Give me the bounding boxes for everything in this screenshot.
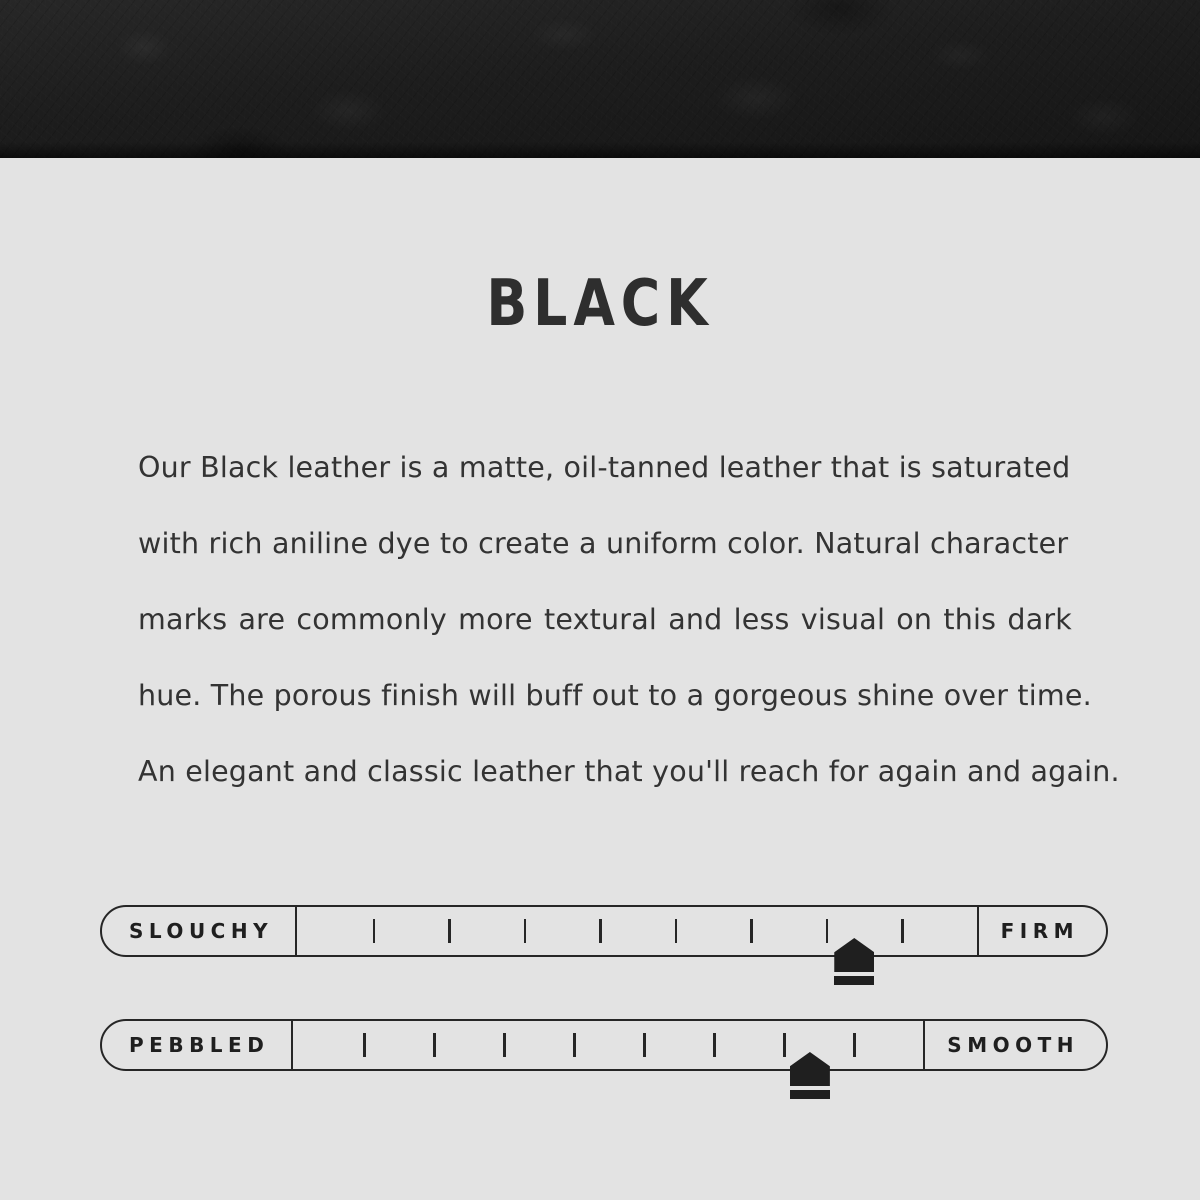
- description-line: with rich aniline dye to create a uniform color. Natural character: [138, 527, 1069, 560]
- slider-tick: [643, 1033, 646, 1057]
- slider-texture[interactable]: [100, 1019, 1108, 1073]
- attribute-sliders: [100, 905, 1108, 1133]
- slider-tick: [783, 1033, 786, 1057]
- slider-tick: [448, 919, 451, 943]
- description-line: hue. The porous finish will buff out to a gorgeous shine over time.: [138, 679, 1092, 712]
- slider-marker-bar: [790, 1090, 830, 1099]
- page-title: BLACK: [486, 267, 714, 341]
- slider-marker[interactable]: [834, 938, 874, 985]
- slider-tick: [826, 919, 829, 943]
- slider-marker-bar: [834, 976, 874, 985]
- slider-tick: [503, 1033, 506, 1057]
- slider-tick: [750, 919, 753, 943]
- slider-left-label: SLOUCHY: [102, 907, 297, 955]
- slider-tick: [433, 1033, 436, 1057]
- slider-tick: [373, 919, 376, 943]
- banner-bottom-shadow: [0, 142, 1200, 158]
- slider-scale[interactable]: [293, 1021, 923, 1069]
- slider-tick: [524, 919, 527, 943]
- leather-grain-overlay: [0, 0, 1200, 158]
- description-text: [138, 430, 1120, 810]
- slider-right-label: SMOOTH: [923, 1021, 1106, 1069]
- slider-marker[interactable]: [790, 1052, 830, 1099]
- slider-track[interactable]: [100, 1019, 1108, 1071]
- slider-tick: [713, 1033, 716, 1057]
- description-line: Our Black leather is a matte, oil-tanned leather that is saturated: [138, 451, 1071, 484]
- slider-track[interactable]: [100, 905, 1108, 957]
- slider-tick: [853, 1033, 856, 1057]
- leather-texture-banner: [0, 0, 1200, 158]
- slider-left-label: PEBBLED: [102, 1021, 293, 1069]
- slider-tick: [363, 1033, 366, 1057]
- description-line: marks are commonly more textural and less visual on this dark: [138, 603, 1072, 636]
- description-line: An elegant and classic leather that you'll reach for again and again.: [138, 755, 1120, 788]
- slider-right-label: FIRM: [977, 907, 1106, 955]
- slider-tick: [573, 1033, 576, 1057]
- slider-tick: [675, 919, 678, 943]
- slider-scale[interactable]: [297, 907, 977, 955]
- slider-marker-head: [790, 1052, 830, 1086]
- slider-structure[interactable]: [100, 905, 1108, 959]
- slider-tick: [901, 919, 904, 943]
- slider-tick: [599, 919, 602, 943]
- slider-marker-head: [834, 938, 874, 972]
